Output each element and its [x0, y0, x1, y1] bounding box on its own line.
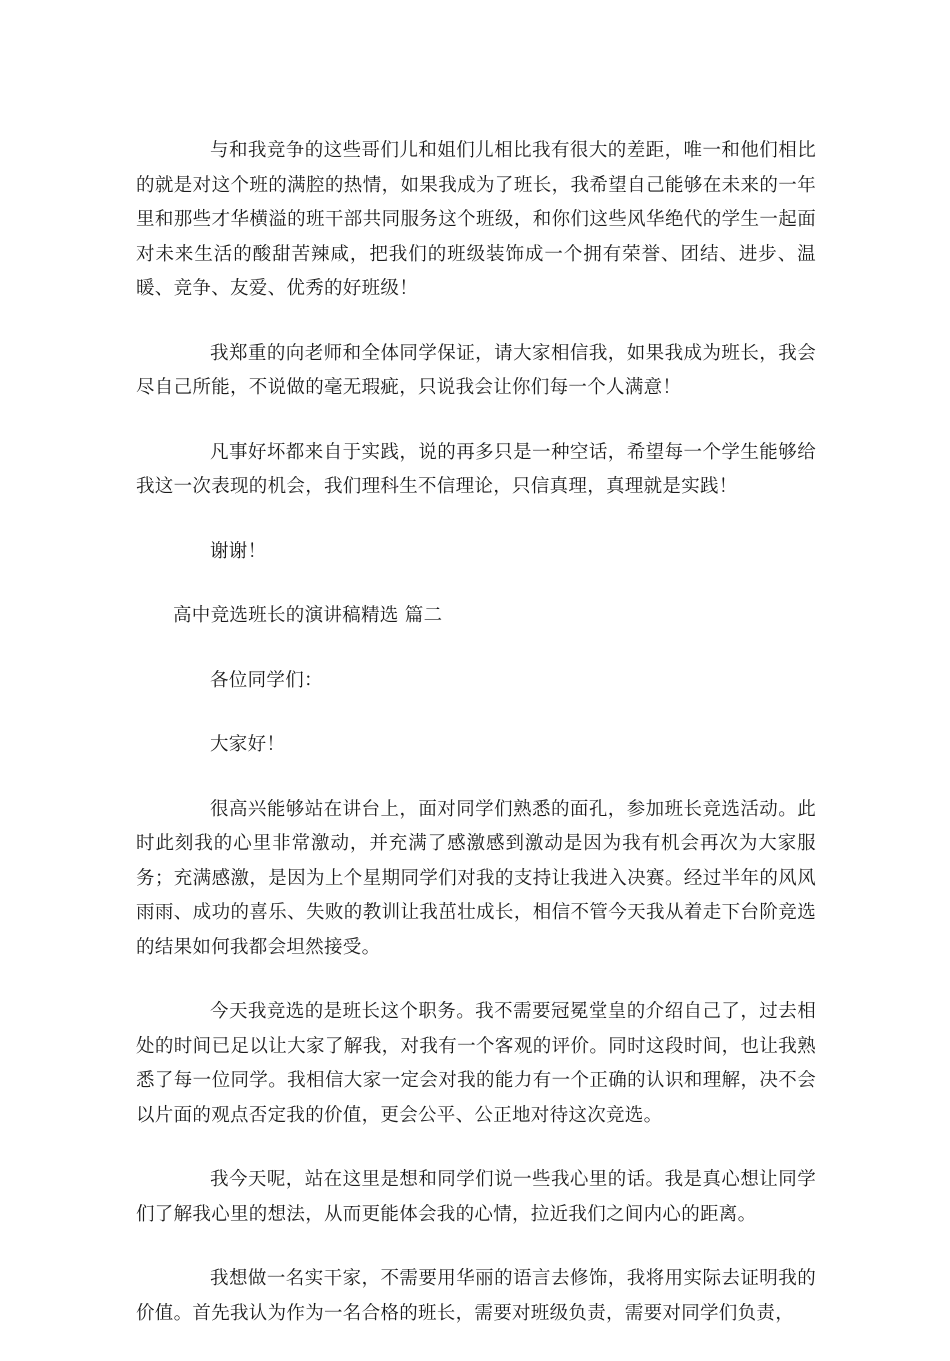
paragraph: 我郑重的向老师和全体同学保证，请大家相信我，如果我成为班长，我会尽自己所能，不说做的毫无瑕疵，只说我会让你们每一个人满意！: [136, 342, 816, 398]
paragraph: 大家好！: [210, 734, 286, 755]
paragraph: 很高兴能够站在讲台上，面对同学们熟悉的面孔，参加班长竞选活动。此时此刻我的心里非常激动，并充满了感激感到激动是因为我有机会再次为大家服务；充满感激，是因为上个星期同学们对我的支持让我进入决赛。经过半年的风风雨雨、成功的喜乐、失败的教训让我茁壮成长，相信不管今天我从着走下台阶竞选的结果如何我都会坦然接受。: [136, 798, 816, 958]
paragraph: 我今天呢，站在这里是想和同学们说一些我心里的话。我是真心想让同学们了解我心里的想法，从而更能体会我的心情，拉近我们之间内心的距离。: [136, 1169, 816, 1225]
document-body: [136, 134, 816, 1361]
paragraph: 谢谢！: [210, 540, 267, 562]
paragraph: 凡事好坏都来自于实践，说的再多只是一种空话，希望每一个学生能够给我这一次表现的机会，我们理科生不信理论，只信真理，真理就是实践！: [136, 441, 816, 497]
paragraph: 我想做一名实干家，不需要用华丽的语言去修饰，我将用实际去证明我的价值。首先我认为作为一名合格的班长，需要对班级负责，需要对同学们负责，: [136, 1268, 816, 1324]
paragraph: 今天我竞选的是班长这个职务。我不需要冠冕堂皇的介绍自己了，过去相处的时间已足以让大家了解我，对我有一个客观的评价。同时这段时间，也让我熟悉了每一位同学。我相信大家一定会对我的能力有一个正确的认识和理解，决不会以片面的观点否定我的价值，更会公平、公正地对待这次竞选。: [136, 1001, 816, 1126]
paragraph: 各位同学们：: [210, 669, 323, 691]
section-heading: 高中竞选班长的演讲稿精选 篇二: [173, 605, 443, 626]
paragraph: 与和我竞争的这些哥们儿和姐们儿相比我有很大的差距，唯一和他们相比的就是对这个班的满腔的热情，如果我成为了班长，我希望自己能够在未来的一年里和那些才华横溢的班干部共同服务这个班级，和你们这些风华绝代的学生一起面对未来生活的酸甜苦辣咸，把我们的班级装饰成一个拥有荣誉、团结、进步、温暖、竞争、友爱、优秀的好班级！: [136, 140, 816, 299]
